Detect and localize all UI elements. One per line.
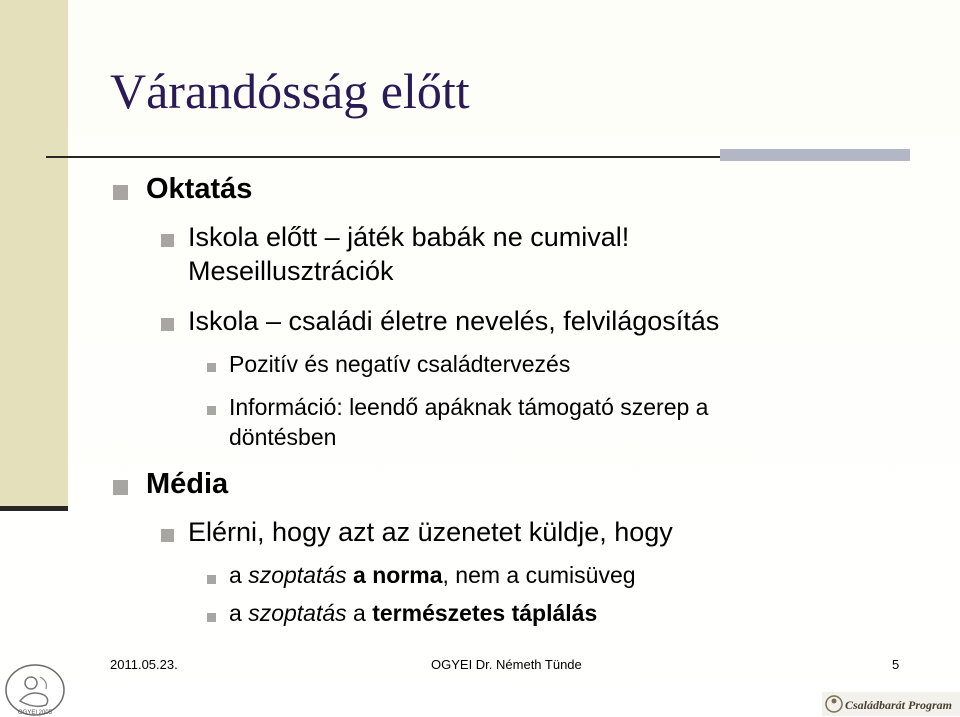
footer-author: OGYEI Dr. Németh Tünde — [431, 657, 582, 672]
text-bold: természetes táplálás — [372, 600, 598, 626]
sub-list-item — [229, 562, 636, 589]
square-bullet-icon — [207, 575, 216, 584]
title-divider-accent — [720, 149, 910, 161]
text-prefix: a — [229, 562, 249, 588]
square-bullet-icon — [161, 318, 174, 331]
list-item-line: Iskola – családi életre nevelés, felvilágosítás — [188, 306, 720, 336]
sub-list-item — [229, 600, 597, 627]
sub-list-item: Információ: leendő apáknak támogató szerep a — [229, 394, 709, 420]
text-prefix: a — [229, 600, 249, 626]
footer-page-number: 5 — [892, 657, 900, 672]
csaladbarat-program-logo-icon — [822, 690, 960, 717]
square-bullet-icon — [113, 480, 128, 495]
square-bullet-icon — [161, 234, 174, 247]
left-accent-bar-edge — [0, 506, 68, 511]
text-suffix: , nem a cumisüveg — [442, 562, 636, 588]
square-bullet-icon — [161, 529, 174, 542]
list-item-line: Iskola előtt – játék babák ne cumival! — [188, 222, 630, 252]
list-item-line: Meseillusztrációk — [188, 256, 394, 286]
section-heading-oktatas: Oktatás — [146, 173, 253, 205]
square-bullet-icon — [113, 185, 128, 200]
ogyei-logo-icon — [4, 663, 66, 717]
slide-title: Várandósság előtt — [110, 63, 470, 119]
text-bold: a norma — [346, 562, 443, 588]
ogyei-logo-text: OGYEI 2005 — [17, 710, 53, 716]
sub-list-item: Pozitív és negatív családtervezés — [229, 351, 571, 377]
square-bullet-icon — [207, 613, 216, 622]
section-heading-media: Média — [146, 468, 229, 500]
square-bullet-icon — [207, 406, 216, 415]
csaladbarat-logo-text: Családbarát Program — [845, 698, 953, 712]
sub-list-item: döntésben — [229, 424, 337, 450]
square-bullet-icon — [207, 363, 216, 372]
left-accent-bar — [0, 0, 68, 510]
text-italic: szoptatás — [248, 600, 347, 626]
text-mid: a — [346, 600, 373, 626]
footer-date: 2011.05.23. — [110, 657, 178, 672]
text-italic: szoptatás — [248, 562, 347, 588]
list-item-line: Elérni, hogy azt az üzenetet küldje, hogy — [188, 517, 673, 547]
